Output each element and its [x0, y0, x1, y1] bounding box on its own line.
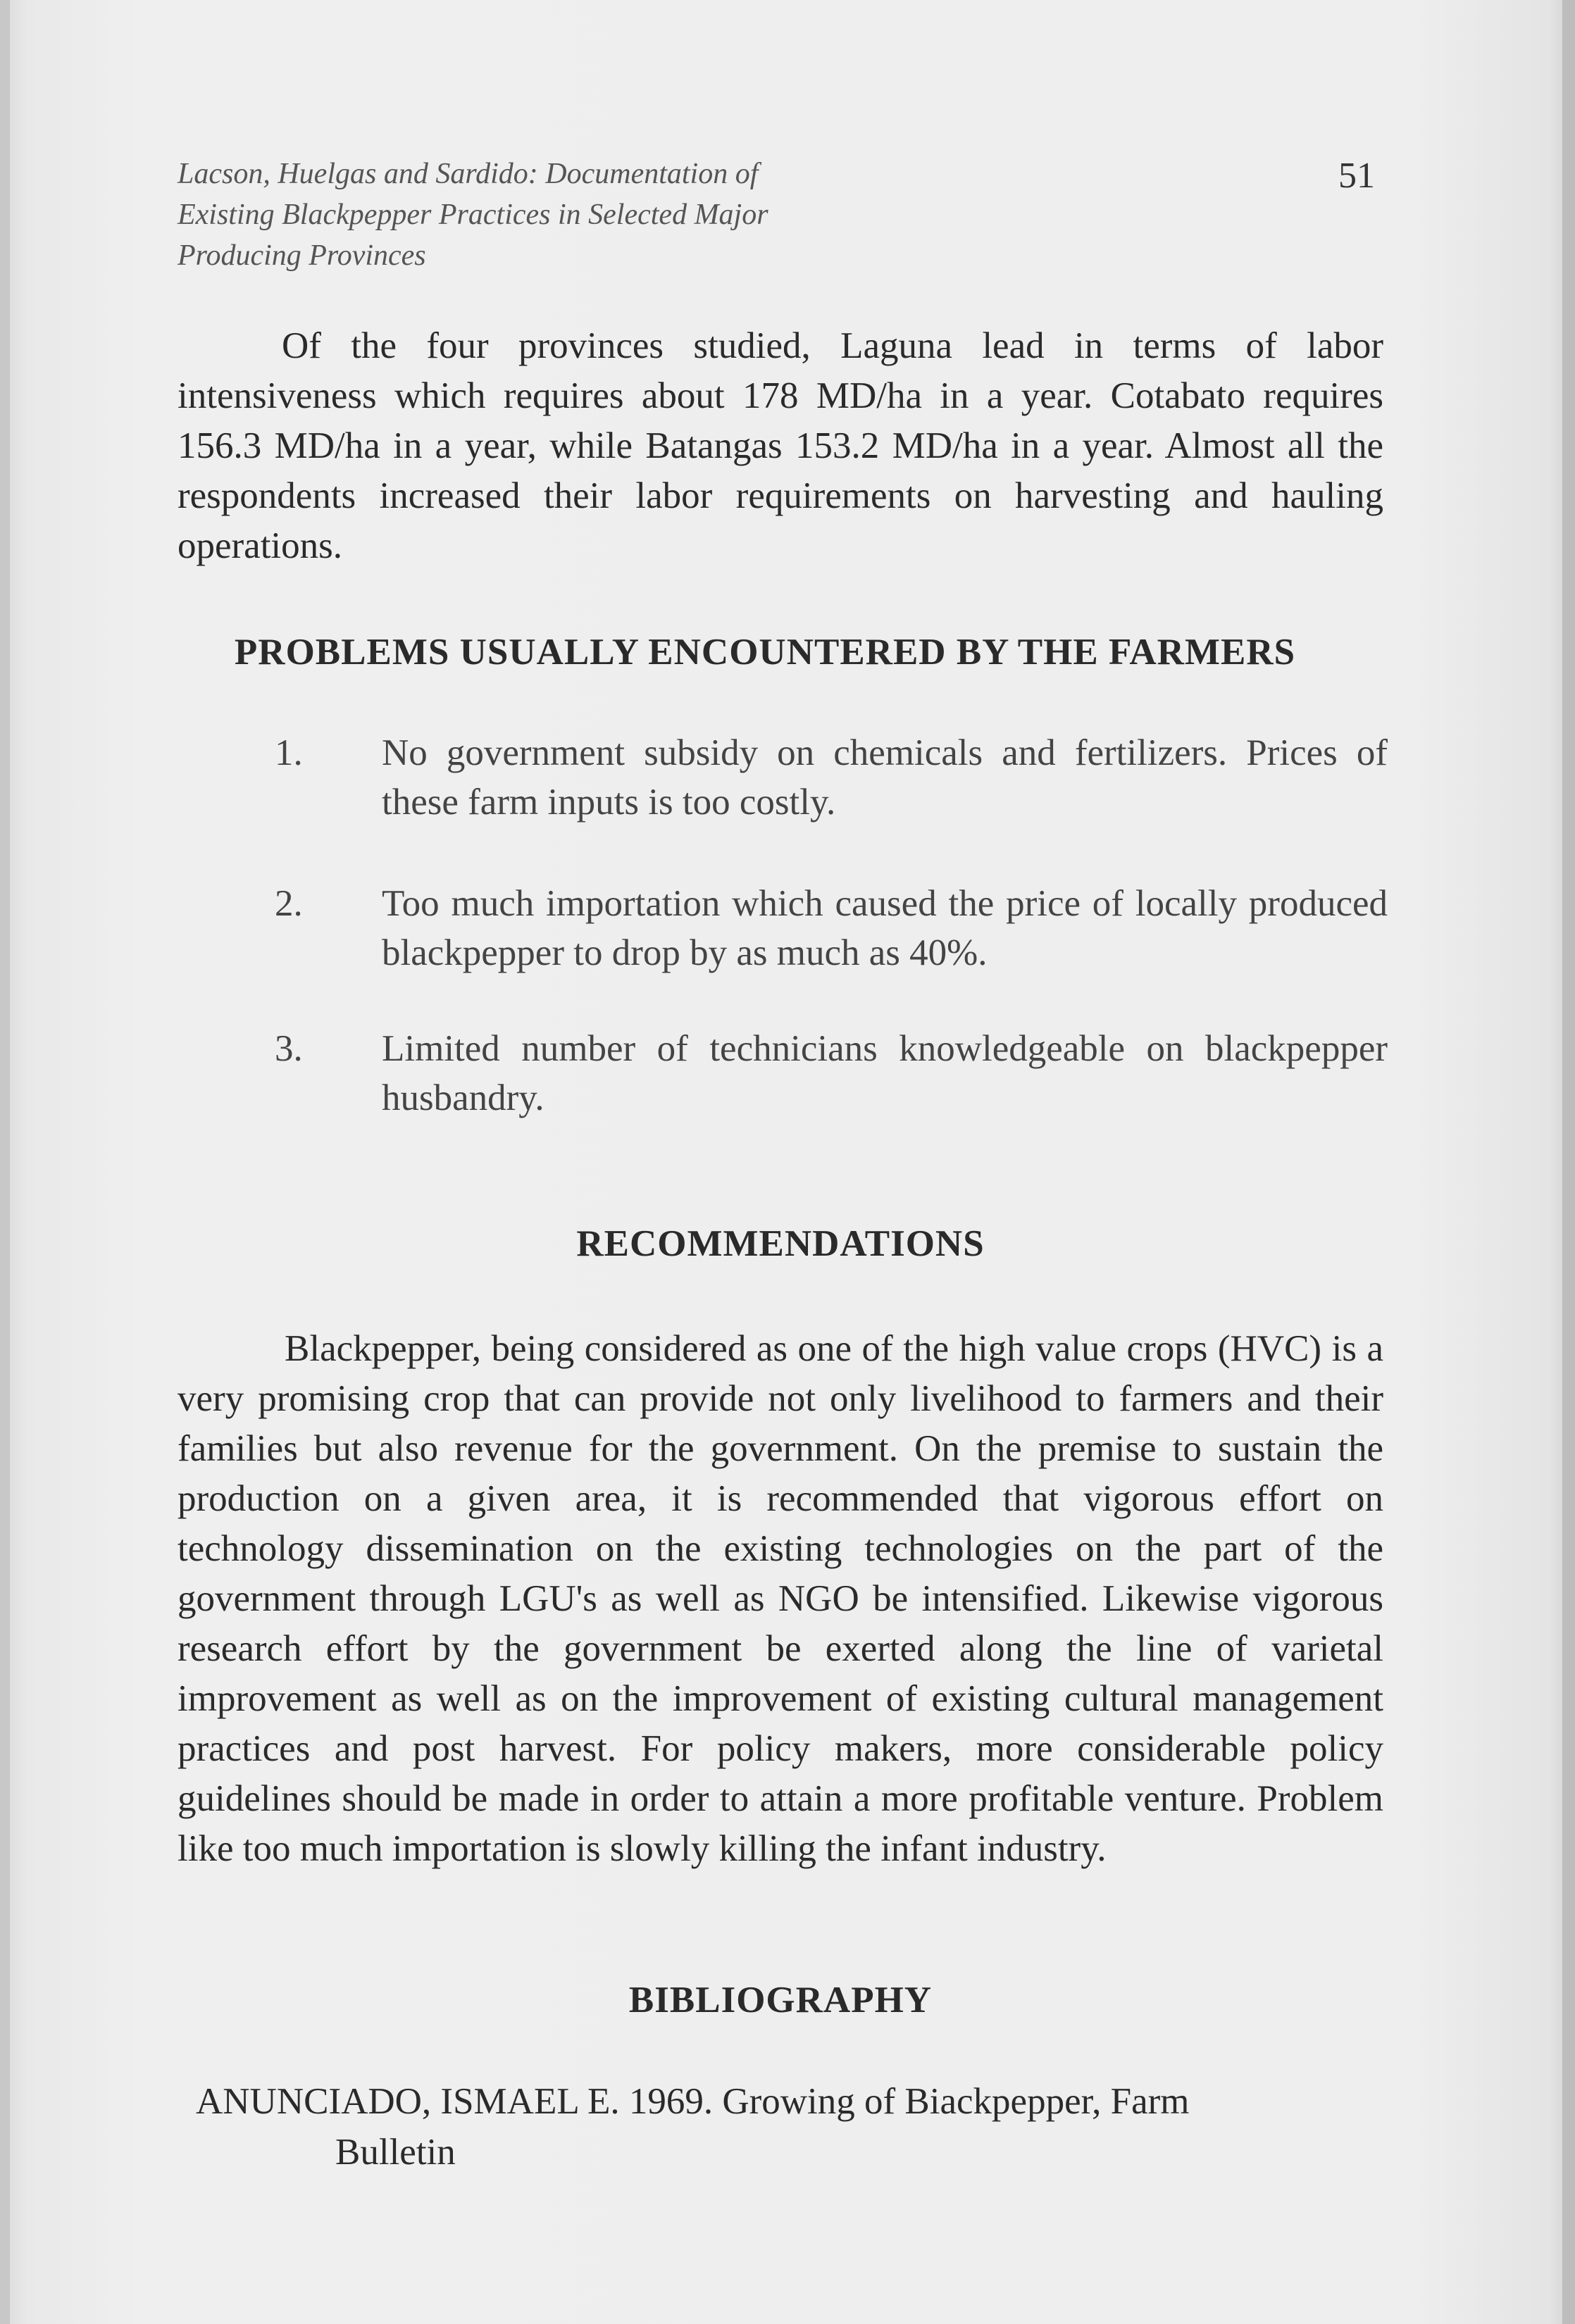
- recommendations-paragraph: Blackpepper, being considered as one of the high value crops (HVC) is a very promising crop that can provide not only livelihood to farmers and their families but also revenue for the government. On the premise to sustain the production on a given area, it is recommended that vigorous effort on technology dissemination on the existing technologies on the part of the government through LGU's as well as NGO be intensified. Likewise vigorous research effort by the government be exerted along the line of varietal improvement as well as on the improvement of existing cultural management practices and post harvest. For policy makers, more considerable policy guidelines should be made in order to attain a more profitable venture. Problem like too much importation is slowly killing the infant industry.: [178, 1328, 1383, 1869]
- problem-number: 3.: [275, 1028, 303, 1069]
- problem-item-3: [275, 1024, 1388, 1123]
- problem-item-1: [275, 728, 1388, 827]
- recommendations-heading: RECOMMENDATIONS: [576, 1223, 985, 1264]
- page-left-edge: [0, 0, 10, 2324]
- bibliography-entry: [196, 2076, 1402, 2178]
- problem-number: 1.: [275, 732, 303, 773]
- running-head-line-2: Existing Blackpepper Practices in Selected Major: [178, 199, 768, 231]
- running-head-line-1: Lacson, Huelgas and Sardido: Documentation of: [178, 158, 759, 190]
- page-number: 51: [1338, 156, 1375, 196]
- problem-item-2: [275, 879, 1388, 977]
- problem-text: No government subsidy on chemicals and fertilizers. Prices of these farm inputs is too costly.: [382, 732, 1388, 823]
- running-head: [178, 154, 896, 276]
- bibliography-entry-line-2: Bulletin: [335, 2132, 456, 2173]
- intro-paragraph: Of the four provinces studied, Laguna lead in terms of labor intensiveness which requires about 178 MD/ha in a year. Cotabato requires 156.3 MD/ha in a year, while Batangas 153.2 MD/ha in a year. Almost all the respondents increased their labor requirements on harvesting and hauling operations.: [178, 325, 1383, 566]
- problem-text: Too much importation which caused the price of locally produced blackpepper to drop by as much as 40%.: [382, 883, 1388, 973]
- page-right-edge: [1562, 0, 1575, 2324]
- problem-number: 2.: [275, 883, 303, 924]
- bibliography-heading: BIBLIOGRAPHY: [628, 1980, 933, 2020]
- problems-heading: PROBLEMS USUALLY ENCOUNTERED BY THE FARMERS: [234, 632, 1296, 673]
- problem-text: Limited number of technicians knowledgeable on blackpepper husbandry.: [382, 1028, 1388, 1118]
- bibliography-entry-line-1: ANUNCIADO, ISMAEL E. 1969. Growing of Biackpepper, Farm: [196, 2081, 1190, 2122]
- running-head-line-3: Producing Provinces: [178, 239, 426, 272]
